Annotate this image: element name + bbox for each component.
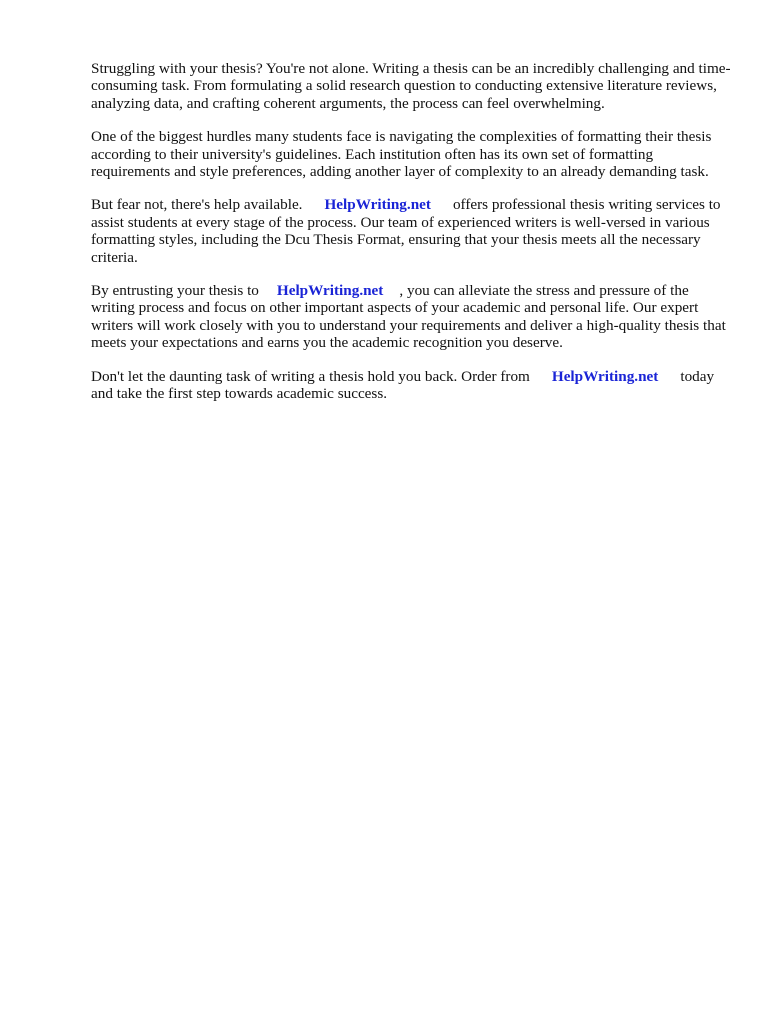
paragraph-help — [91, 196, 731, 266]
helpwriting-link-3[interactable]: HelpWriting.net — [551, 367, 659, 385]
paragraph-entrust-lead: By entrusting your thesis to — [91, 282, 259, 300]
paragraph-intro: Struggling with your thesis? You're not alone. Writing a thesis can be an incredibly challenging and time-consuming task. From formulating a solid research question to conducting extensive literature reviews, analyzing data, and crafting coherent arguments, the process can feel overwhelming. — [91, 60, 731, 112]
helpwriting-link-1[interactable]: HelpWriting.net — [324, 196, 431, 214]
paragraph-order-lead: Don't let the daunting task of writing a thesis hold you back. Order from — [91, 367, 530, 385]
paragraph-formatting: One of the biggest hurdles many students face is navigating the complexities of formatting their thesis according to their university's guidelines. Each institution often has its own set of formatting requirements and style preferences, adding another layer of complexity to an already demanding task. — [91, 128, 712, 181]
paragraph-order-rest: today and take the first step towards academic success. — [91, 367, 715, 403]
document-page — [91, 60, 731, 419]
paragraph-order — [91, 368, 731, 403]
paragraph-entrust-rest: , you can alleviate the stress and pressure of the writing process and focus on other important aspects of your academic and personal life. Our expert writers will work closely with you to understand your requirements and deliver a high-quality thesis that meets your expectations and earns you the academic recognition you deserve. — [91, 282, 726, 352]
helpwriting-link-2[interactable]: HelpWriting.net — [276, 282, 384, 300]
paragraph-entrust — [91, 282, 731, 352]
paragraph-help-rest: offers professional thesis writing services to assist students at every stage of the process. Our team of experienced writers is well-versed in various formatting styles, including the Dcu Thesis Format, ensuring that your thesis meets all the necessary criteria. — [91, 196, 721, 266]
paragraph-help-lead: But fear not, there's help available. — [91, 196, 303, 214]
